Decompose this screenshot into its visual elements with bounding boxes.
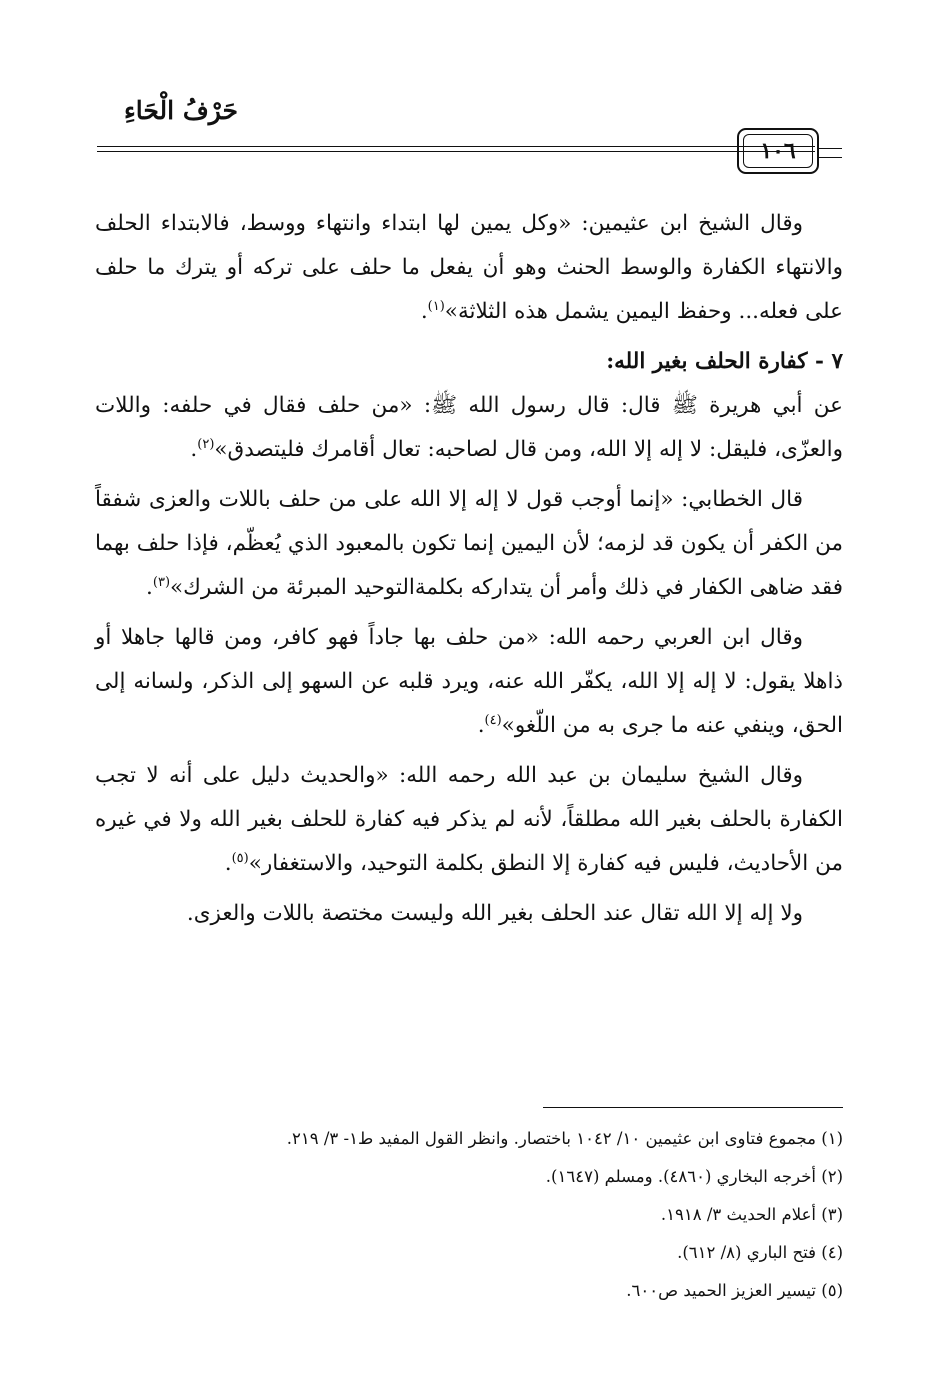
- footnote-1: (١) مجموع فتاوى ابن عثيمين ١٠/ ١٠٤٢ باختصار. وانظر القول المفيد ط١- ٣/ ٢١٩.: [286, 1129, 843, 1148]
- paragraph-hadith: عن أبي هريرة ﷺ قال: قال رسول الله ﷺ: «من حلف فقال في حلفه: واللات والعزّى، فليقل: لا إله إلا الله، ومن قال لصاحبه: تعال أقامرك فليتصدق»$^{(٢)}$.: [95, 393, 843, 462]
- paragraph-ibn-arabi: وقال ابن العربي رحمه الله: «من حلف بها جاداً فهو كافر، ومن قالها جاهلا أو ذاهلا يقول: لا إله إلا الله، يكفّر الله عنه، ويرد قلبه عن السهو إلى الذكر، ولسانه إلى الحق، وينفي عنه ما جرى به من اللّغو»$^{(٤)}$.: [95, 625, 843, 738]
- main-text: [95, 202, 843, 942]
- footnotes: [95, 1120, 843, 1310]
- header-rule-end: [818, 148, 842, 158]
- footnote-ref-2: (٢): [197, 436, 215, 452]
- footnote-separator: [543, 1107, 843, 1108]
- footnote-4: (٤) فتح الباري (٨/ ٦١٢).: [677, 1243, 843, 1262]
- footnote-5: (٥) تيسير العزيز الحميد ص٦٠٠.: [626, 1281, 843, 1300]
- paragraph-sulayman: وقال الشيخ سليمان بن عبد الله رحمه الله: «والحديث دليل على أنه لا تجب الكفارة بالحلف بغير الله مطلقاً، لأنه لم يذكر فيه كفارة للحلف بغير الله ولا في غيره من الأحاديث، فليس فيه كفارة إلا النطق بكلمة التوحيد، والاستغفار»$^{(٥)}$.: [95, 763, 843, 876]
- page-number: ١٠٦: [737, 128, 819, 174]
- paragraph-khattabi: قال الخطابي: «إنما أوجب قول لا إله إلا الله على من حلف باللات والعزى شفقاً من الكفر أن يكون قد لزمه؛ لأن اليمين إنما تكون بالمعبود الذي يُعظّم، فإذا حلف بهما فقد ضاهى الكفار في ذلك وأمر أن يتداركه بكلمةالتوحيد المبرئة من الشرك»$^{(٣)}$.: [95, 487, 843, 600]
- footnote-ref-5: (٥): [231, 850, 249, 866]
- footnote-ref-1: (١): [427, 298, 445, 314]
- running-title: حَرْفُ الْحَاءِ: [124, 96, 238, 125]
- footnote-ref-3: (٣): [152, 574, 171, 590]
- section-heading: ٧ - كفارة الحلف بغير الله:: [606, 349, 843, 374]
- footnote-ref-4: (٤): [484, 712, 502, 728]
- header-rule-top: [97, 146, 815, 152]
- paragraph-conclusion: ولا إله إلا الله تقال عند الحلف بغير الله وليست مختصة باللات والعزى.: [186, 901, 803, 926]
- footnote-3: (٣) أعلام الحديث ٣/ ١٩١٨.: [660, 1205, 843, 1224]
- paragraph-ibn-uthaymeen: وقال الشيخ ابن عثيمين: «وكل يمين لها ابتداء وانتهاء ووسط، فالابتداء الحلف والانتهاء الكفارة والوسط الحنث وهو أن يفعل ما حلف على تركه أو يترك ما حلف على فعله... وحفظ اليمين يشمل هذه الثلاثة»$^{(١)}$.: [95, 211, 843, 324]
- footnote-2: (٢) أخرجه البخاري (٤٨٦٠). ومسلم (١٦٤٧).: [545, 1167, 843, 1186]
